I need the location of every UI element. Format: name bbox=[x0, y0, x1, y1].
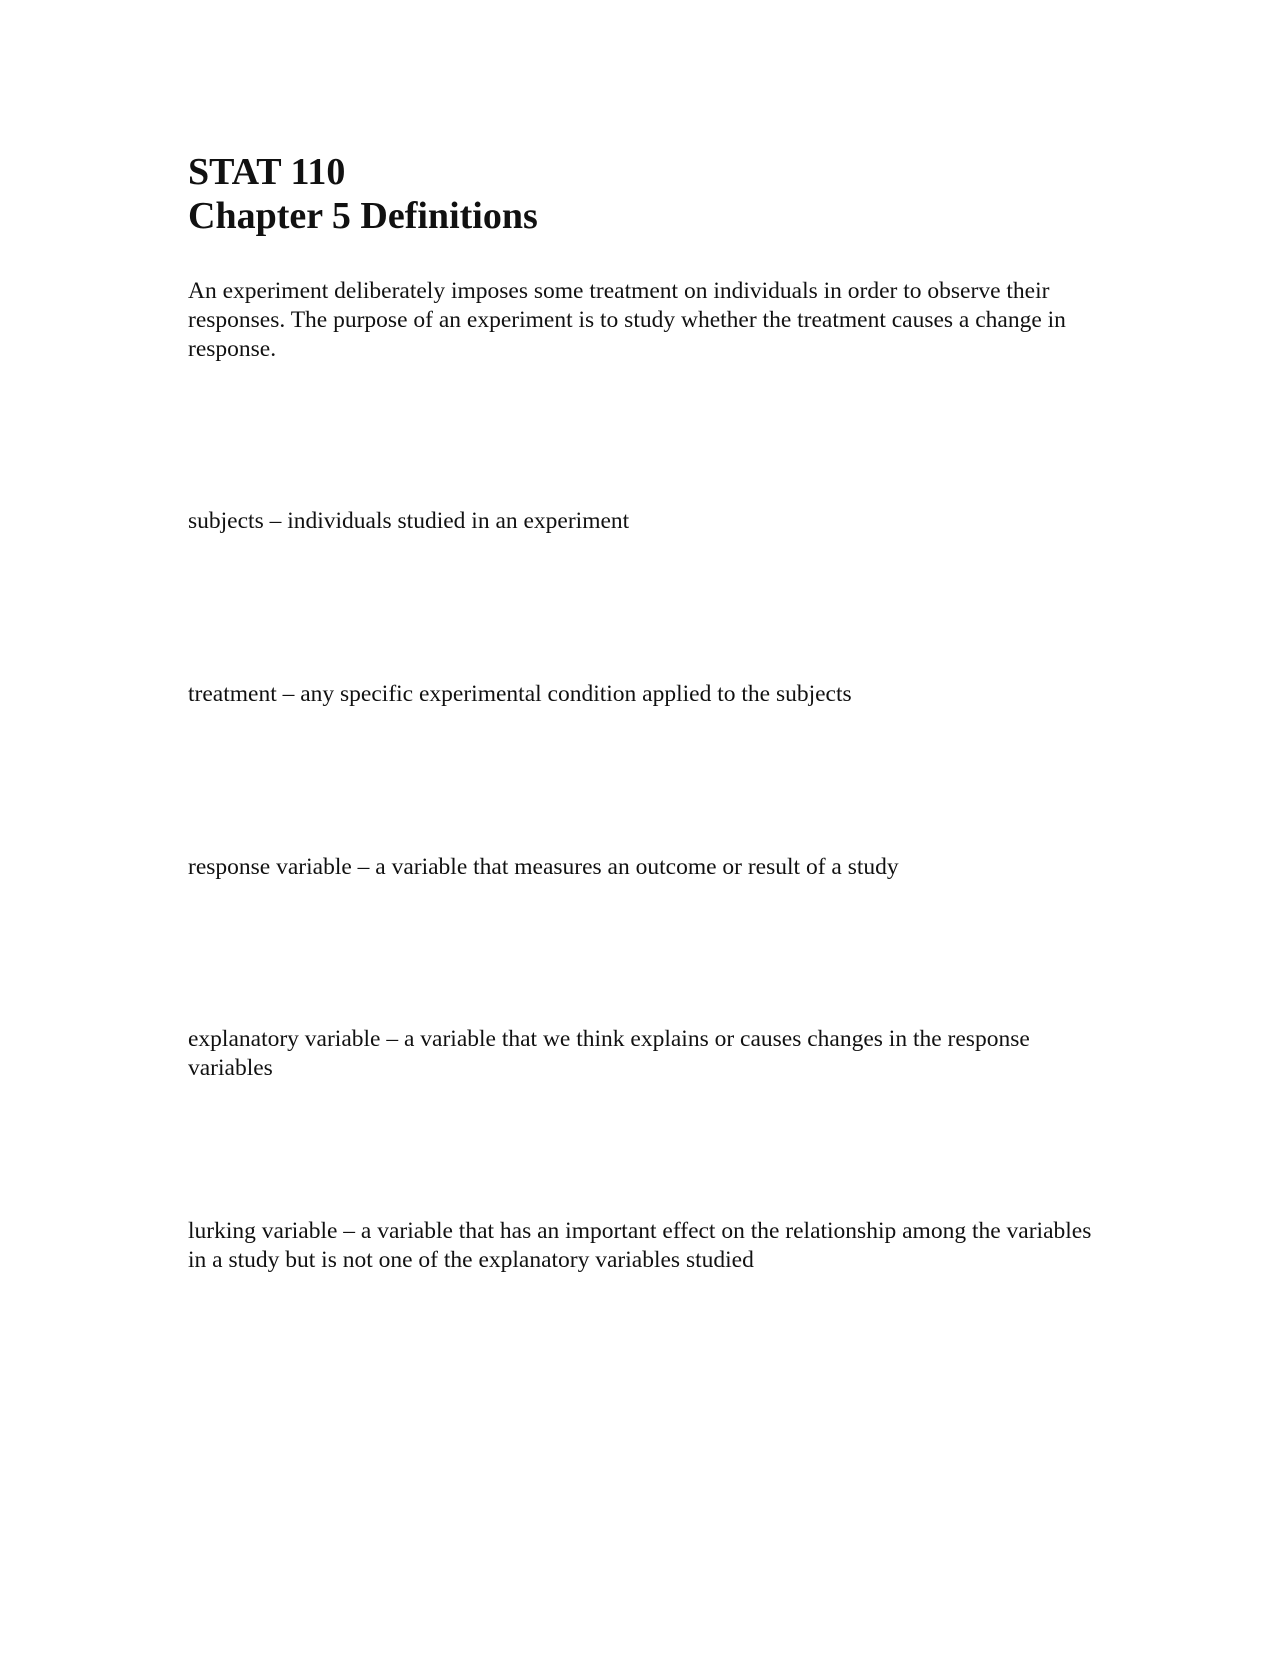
definition-response-variable: response variable – a variable that measures an outcome or result of a study bbox=[188, 854, 899, 880]
chapter-title: Chapter 5 Definitions bbox=[188, 195, 538, 237]
intro-paragraph: An experiment deliberately imposes some treatment on individuals in order to observe their responses. The purpose of an experiment is to study whether the treatment causes a change in response. bbox=[188, 278, 1066, 362]
definition-treatment: treatment – any specific experimental condition applied to the subjects bbox=[188, 681, 852, 707]
course-title: STAT 110 bbox=[188, 151, 346, 193]
definition-explanatory-variable: explanatory variable – a variable that we think explains or causes changes in the response variables bbox=[188, 1026, 1030, 1081]
definition-subjects: subjects – individuals studied in an experiment bbox=[188, 508, 630, 534]
page-title bbox=[188, 150, 1088, 238]
definition-lurking-variable: lurking variable – a variable that has an important effect on the relationship among the variables in a study but is not one of the explanatory variables studied bbox=[188, 1218, 1092, 1273]
